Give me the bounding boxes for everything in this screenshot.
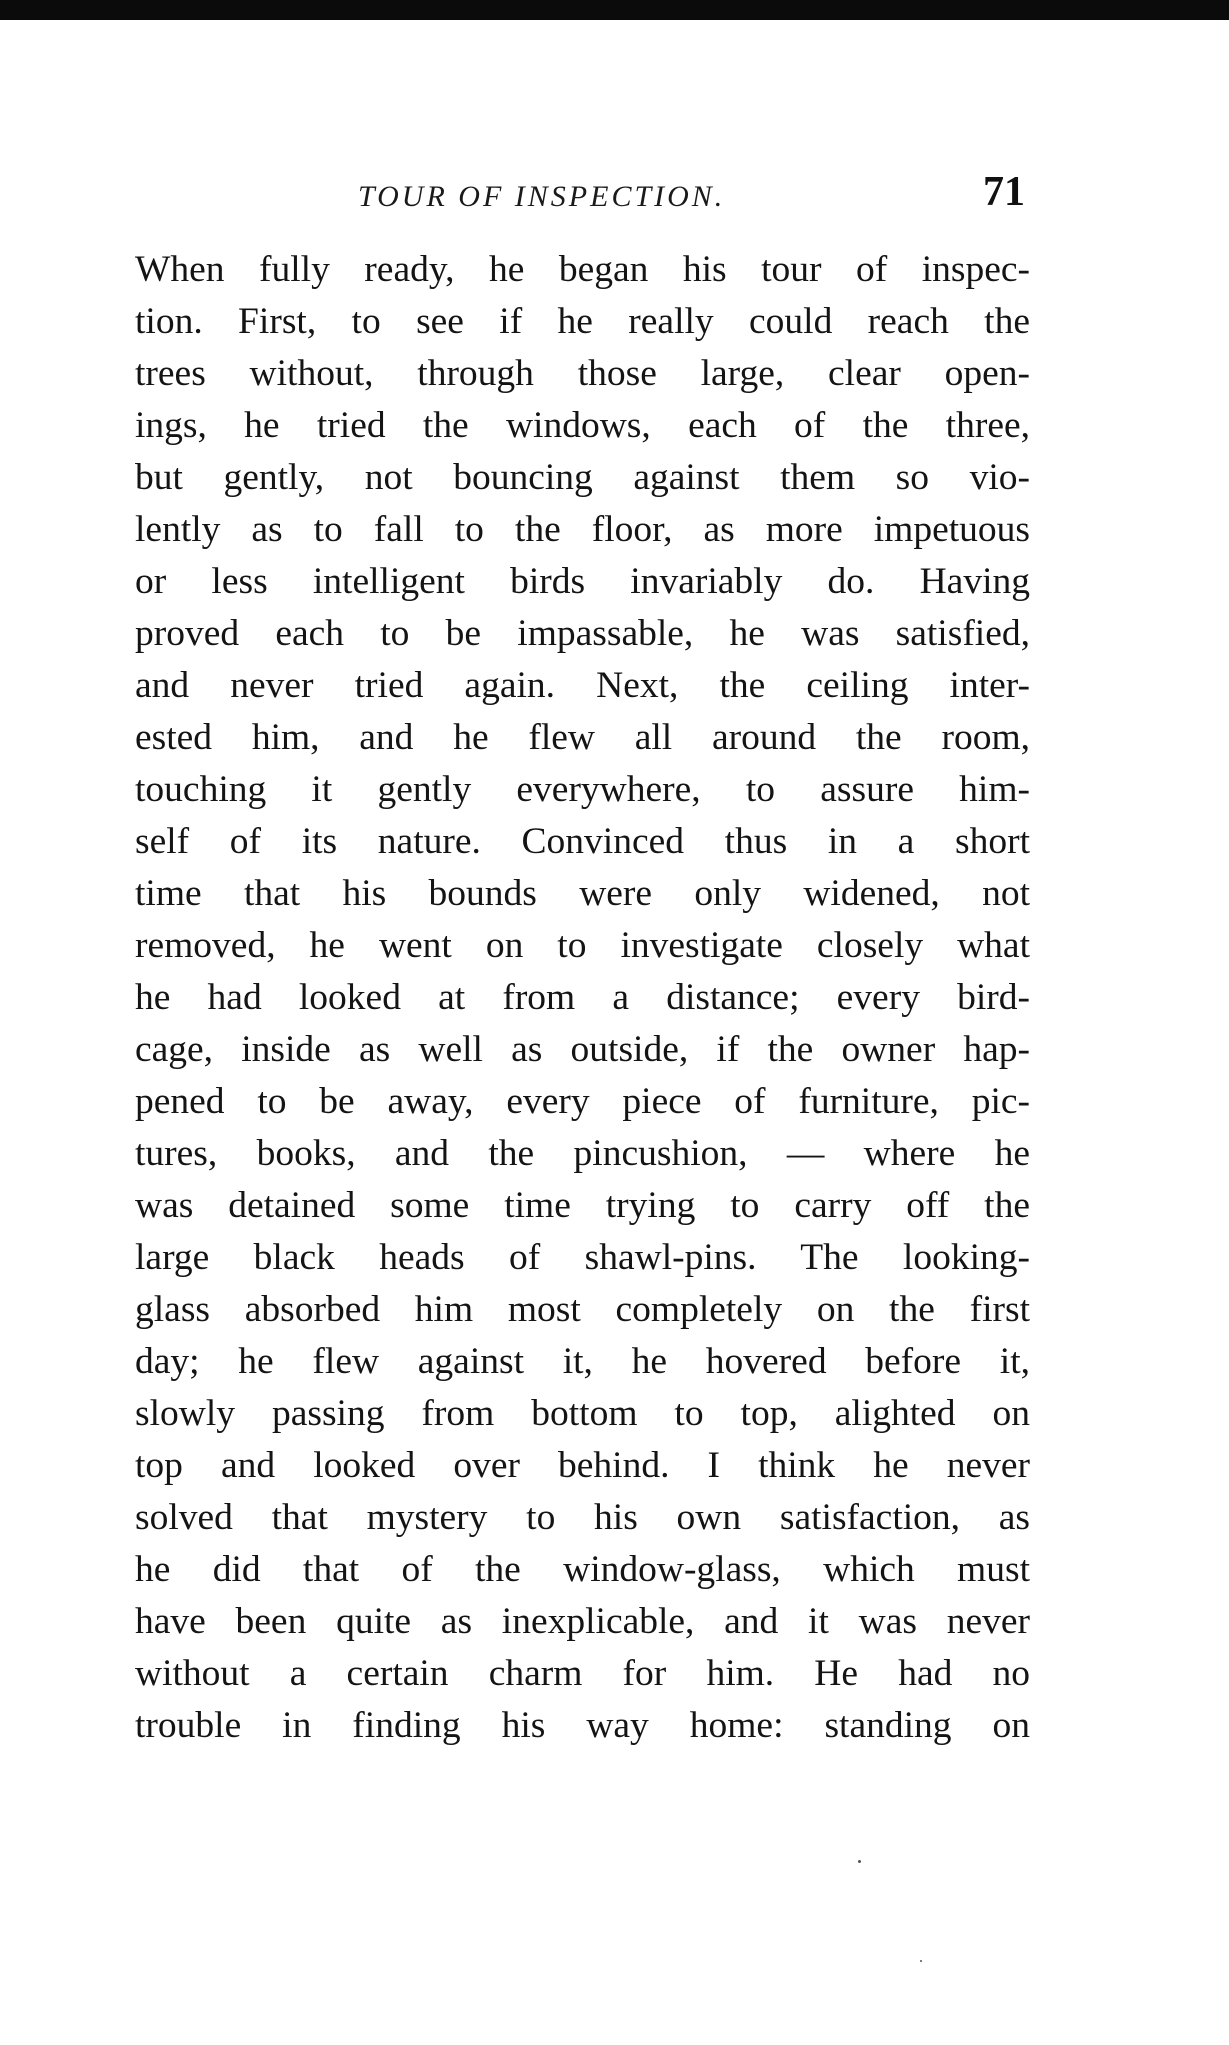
text-line: day; he flew against it, he hovered before it, [135,1341,1030,1382]
text-line: ings, he tried the windows, each of the three, [135,405,1030,446]
running-head [150,168,1025,228]
text-line: but gently, not bouncing against them so vio- [135,457,1030,498]
text-line: pened to be away, every piece of furniture, pic- [135,1081,1030,1122]
page-number: 71 [983,169,1025,215]
text-line: large black heads of shawl-pins. The looking- [135,1237,1030,1278]
text-line: have been quite as inexplicable, and it was never [135,1601,1030,1642]
body-text [135,244,1030,1752]
text-line: trouble in finding his way home: standing on [135,1705,1030,1746]
running-title: TOUR OF INSPECTION. [358,180,726,213]
text-line: touching it gently everywhere, to assure him- [135,769,1030,810]
text-line: lently as to fall to the floor, as more impetuous [135,509,1030,550]
text-line: tion. First, to see if he really could reach the [135,301,1030,342]
text-line: was detained some time trying to carry off the [135,1185,1030,1226]
text-line: top and looked over behind. I think he never [135,1445,1030,1486]
text-line: glass absorbed him most completely on the first [135,1289,1030,1330]
text-line: he did that of the window-glass, which must [135,1549,1030,1590]
text-line: time that his bounds were only widened, not [135,873,1030,914]
text-line: trees without, through those large, clear open- [135,353,1030,394]
paper-speck [858,1860,861,1863]
text-line: proved each to be impassable, he was satisfied, [135,613,1030,654]
text-line: cage, inside as well as outside, if the owner hap- [135,1029,1030,1070]
text-line: self of its nature. Convinced thus in a short [135,821,1030,862]
text-line: he had looked at from a distance; every bird- [135,977,1030,1018]
text-line: or less intelligent birds invariably do. Having [135,561,1030,602]
text-line: removed, he went on to investigate closely what [135,925,1030,966]
text-line: ested him, and he flew all around the room, [135,717,1030,758]
paper-speck [920,1960,922,1962]
text-line: without a certain charm for him. He had no [135,1653,1030,1694]
text-line: solved that mystery to his own satisfaction, as [135,1497,1030,1538]
text-line: slowly passing from bottom to top, alighted on [135,1393,1030,1434]
text-line: When fully ready, he began his tour of inspec- [135,249,1030,290]
text-line: and never tried again. Next, the ceiling inter- [135,665,1030,706]
text-line: tures, books, and the pincushion, — where he [135,1133,1030,1174]
